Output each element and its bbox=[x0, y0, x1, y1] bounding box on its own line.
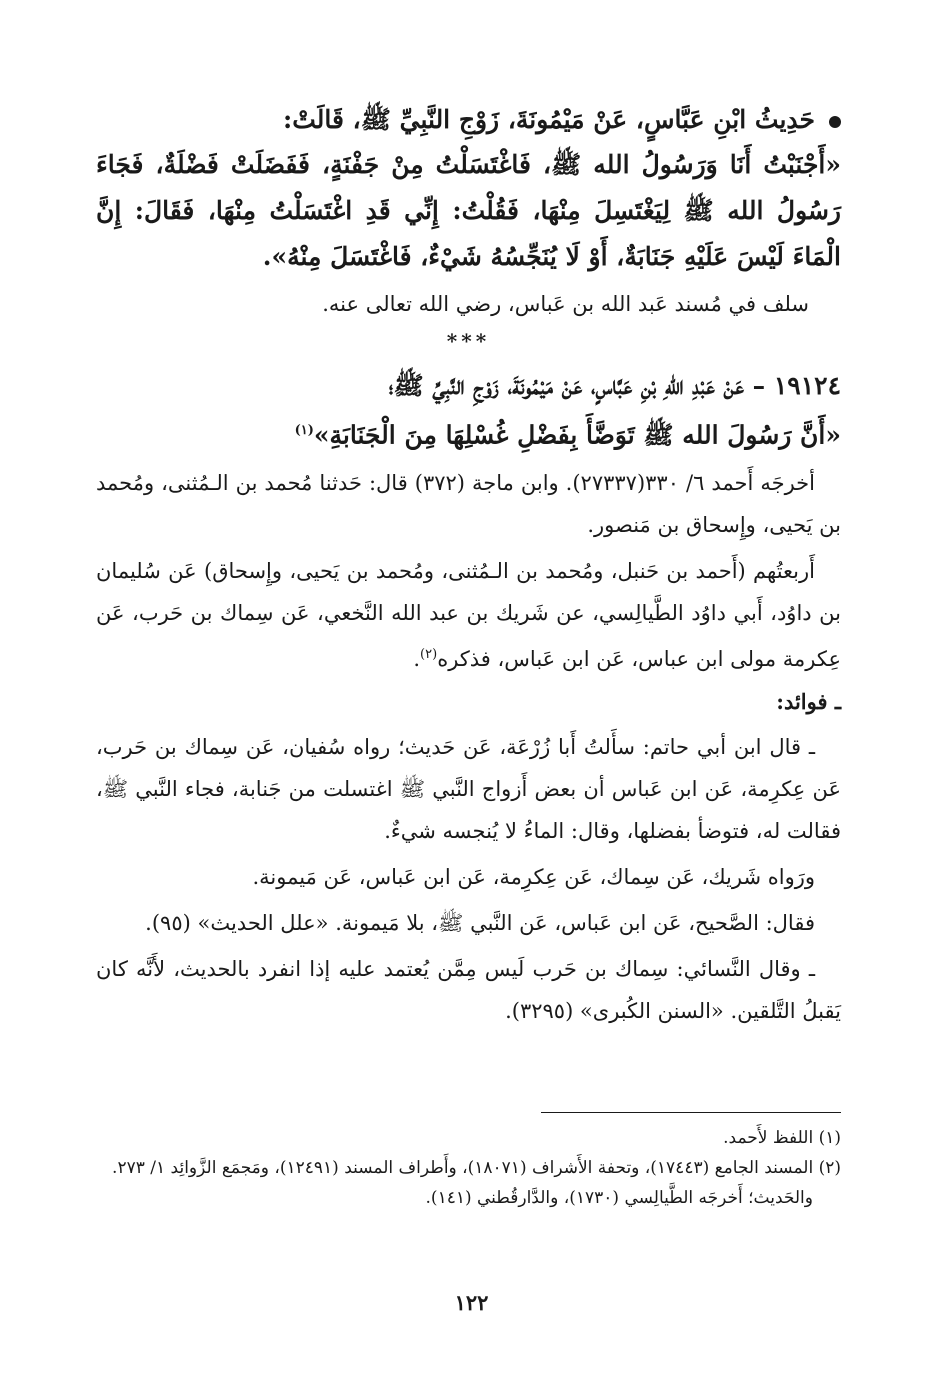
hadith-1-heading bbox=[96, 98, 841, 142]
hadith-2-heading: ١٩١٢٤ – عَنْ عَبْدِ اللهِ بْنِ عَبَّاسٍ، عَنْ مَيْمُونَةَ، زَوْجِ النَّبِيِّ ﷺ؛ bbox=[388, 371, 841, 400]
fawaid-item: ورَواه شَريك، عَن سِماك، عَن عِكرِمة، عَن ابن عَباس، عَن مَيمونة. bbox=[252, 865, 815, 890]
fawaid-item: ـ قال ابن أبي حاتم: سأَلتُ أَبا زُرْعَة، عَن حَديث؛ رواه سُفيان، عَن سِماك بن حَرب، عَن عِكرِمة، عَن ابن عَباس أن بعض أَزواج النَّبي ﷺ اغتسلت من جَنابة، فجاء النَّبي ﷺ، فقالت له، فتوضأ بفضلها، وقال: الماءُ لا يُنجسه شيءٌ. bbox=[96, 735, 841, 844]
hadith-2-text bbox=[96, 408, 841, 458]
hadith-1-note: سلف في مُسند عَبد الله بن عَباس، رضي الله تعالى عنه. bbox=[322, 292, 809, 316]
fawaid-item: ـ وقال النَّسائي: سِماك بن حَرب لَيس مِمَّن يُعتمد عليه إذا انفرد بالحديث، لأَنَّه كان يَقبلُ التَّلقين. «السنن الكُبرى» (٣٢٩٥). bbox=[96, 957, 841, 1024]
footnote-2: (٢) المسند الجامع (١٧٤٤٣)، وتحفة الأَشراف (١٨٠٧١)، وأَطراف المسند (١٢٤٩١)، ومَجمَع الزَّوائِد ١/ ٢٧٣. bbox=[112, 1158, 841, 1178]
page-body bbox=[96, 92, 841, 1032]
footnote-2-continued: والحَديث؛ أَخرجَه الطَّيالِسي (١٧٣٠)، والدَّارقُطني (١٤١). bbox=[425, 1188, 813, 1208]
footnotes-section bbox=[96, 1112, 841, 1213]
takhrij-paragraph: أخرجَه أَحمد ٦/ ٣٣٠(٢٧٣٣٧). وابن ماجة (٣٧٢) قال: حَدثنا مُحمد بن الـمُثنى، ومُحمد بن يَحيى، وإِسحاق بن مَنصور. bbox=[96, 471, 841, 538]
isnad-paragraph bbox=[96, 550, 841, 680]
hadith-1-text: «أَجْنَبْتُ أَنَا وَرَسُولُ الله ﷺ، فَاغْتَسَلْتُ مِنْ جَفْنَةٍ، فَفَضَلَتْ فَضْلَةٌ، فَجَاءَ رَسُولُ الله ﷺ لِيَغْتَسِلَ مِنْهَا، فَقُلْتُ: إِنِّي قَدِ اغْتَسَلْتُ مِنْهَا، فَقَالَ: إِنَّ الْمَاءَ لَيْسَ عَلَيْهِ جَنَابَةٌ، أَوْ لَا يُنَجِّسُهُ شَيْءٌ، فَاغْتَسَلَ مِنْهُ». bbox=[96, 150, 841, 271]
bullet-icon bbox=[829, 116, 841, 128]
separator-stars: *** bbox=[446, 329, 491, 353]
isnad-end: . bbox=[413, 647, 421, 672]
footnote-ref-2[interactable]: (٢) bbox=[420, 647, 438, 663]
footnote-divider bbox=[541, 1112, 841, 1113]
fawaid-heading: ـ فوائد: bbox=[776, 689, 841, 715]
footnote-ref-1[interactable]: (١) bbox=[294, 423, 314, 438]
isnad-text: أَربعتُهم (أَحمد بن حَنبل، ومُحمد بن الـمُثنى، ومُحمد بن يَحيى، وإِسحاق) عَن سُليمان بن داوُد، أَبي داوُد الطَّيالِسي، عن شَريك بن عبد الله النَّخعي، عَن سِماك بن حَرب، عَن عِكرمة مولى ابن عباس، عَن ابن عَباس، فذكره bbox=[96, 559, 841, 672]
page-number: ١٢٢ bbox=[454, 1290, 489, 1315]
fawaid-item: فقال: الصَّحيح، عَن ابن عَباس، عَن النَّبي ﷺ، بلا مَيمونة. «علل الحديث» (٩٥). bbox=[145, 911, 815, 936]
footnote-1: (١) اللفظ لأَحمد. bbox=[723, 1128, 841, 1148]
hadith-1-heading-text: حَدِيثُ ابْنِ عَبَّاسٍ، عَنْ مَيْمُونَةَ، زَوْجِ النَّبِيِّ ﷺ، قَالَتْ: bbox=[283, 105, 815, 134]
hadith-2-text-content: «أَنَّ رَسُولَ الله ﷺ تَوَضَّأَ بِفَضْلِ غُسْلِهَا مِنَ الْجَنَابَةِ» bbox=[313, 420, 841, 450]
